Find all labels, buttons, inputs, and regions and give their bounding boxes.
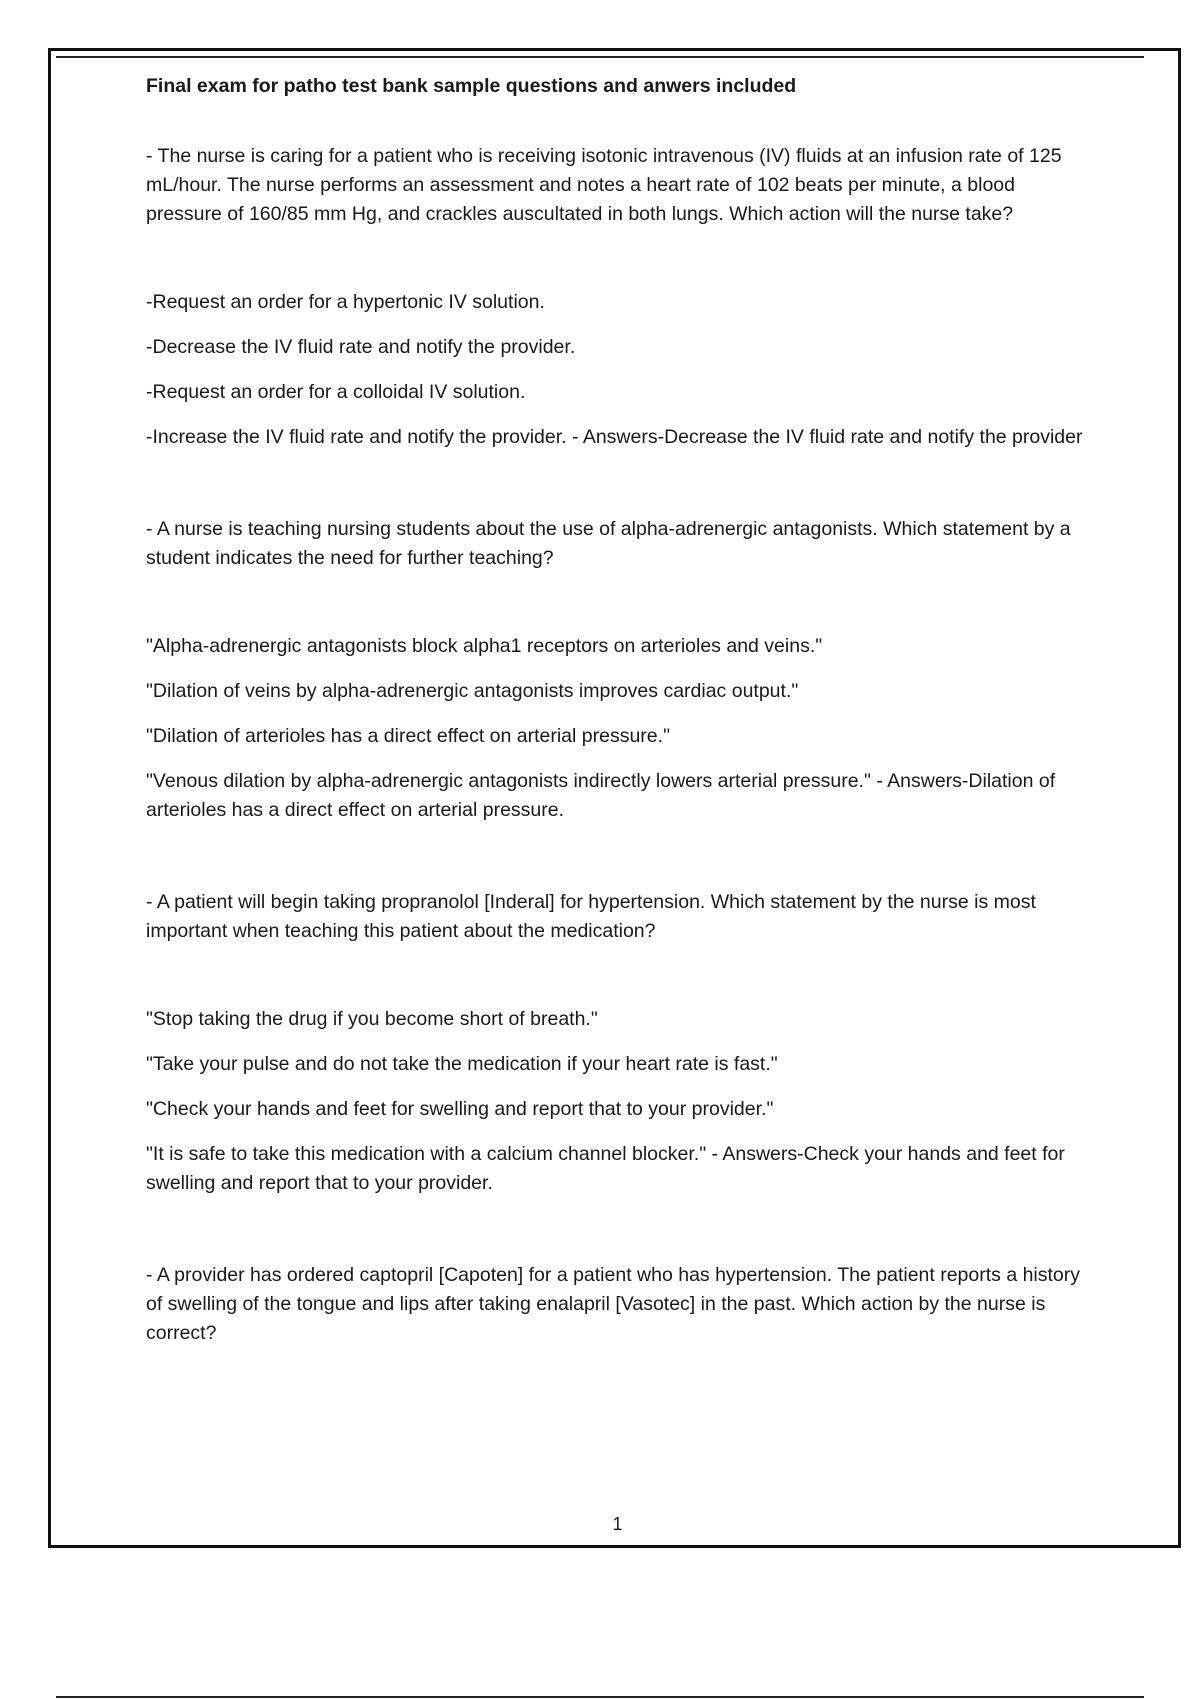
page-number: 1 [612,1514,623,1534]
question-2-option-b: "Dilation of veins by alpha-adrenergic antagonists improves cardiac output." [146,680,799,702]
question-3-option-c: "Check your hands and feet for swelling and report that to your provider." [146,1098,774,1120]
question-1-option-d-answer: -Increase the IV fluid rate and notify the provider. - Answers-Decrease the IV fluid rate and notify the provider [146,426,1083,448]
question-4-stem: - A provider has ordered captopril [Capoten] for a patient who has hypertension. The patient reports a history of swelling of the tongue and lips after taking enalapril [Vasotec] in the past. Which action by the nurse is correct? [146,1264,1081,1344]
question-2-option-d-answer: "Venous dilation by alpha-adrenergic antagonists indirectly lowers arterial pressure." - Answers-Dilation of arterioles has a direct effect on arterial pressure. [146,770,1056,821]
question-1-option-c: -Request an order for a colloidal IV solution. [146,381,526,403]
question-3-stem: - A patient will begin taking propranolol [Inderal] for hypertension. Which statement by the nurse is most important when teaching this patient about the medication? [146,891,1036,942]
question-1-option-b: -Decrease the IV fluid rate and notify the provider. [146,336,576,358]
bottom-rule [56,1696,1144,1698]
question-2-option-c: "Dilation of arterioles has a direct effect on arterial pressure." [146,725,670,747]
question-1-stem: - The nurse is caring for a patient who is receiving isotonic intravenous (IV) fluids at an infusion rate of 125 mL/hour. The nurse performs an assessment and notes a heart rate of 102 beats per minute, a blood pressure of 160/85 mm Hg, and crackles auscultated in both lungs. Which action will the nurse take? [146,145,1062,225]
document-content [146,72,1086,1348]
question-2-stem: - A nurse is teaching nursing students about the use of alpha-adrenergic antagonists. Which statement by a student indicates the need for further teaching? [146,518,1071,569]
question-1-option-a: -Request an order for a hypertonic IV solution. [146,291,545,313]
question-3-option-a: "Stop taking the drug if you become short of breath." [146,1008,598,1030]
document-title: Final exam for patho test bank sample questions and anwers included [146,75,797,97]
question-2-option-a: "Alpha-adrenergic antagonists block alpha1 receptors on arterioles and veins." [146,635,823,657]
question-3-option-d-answer: "It is safe to take this medication with a calcium channel blocker." - Answers-Check your hands and feet for swelling and report that to your provider. [146,1143,1065,1194]
question-3-option-b: "Take your pulse and do not take the medication if your heart rate is fast." [146,1053,778,1075]
